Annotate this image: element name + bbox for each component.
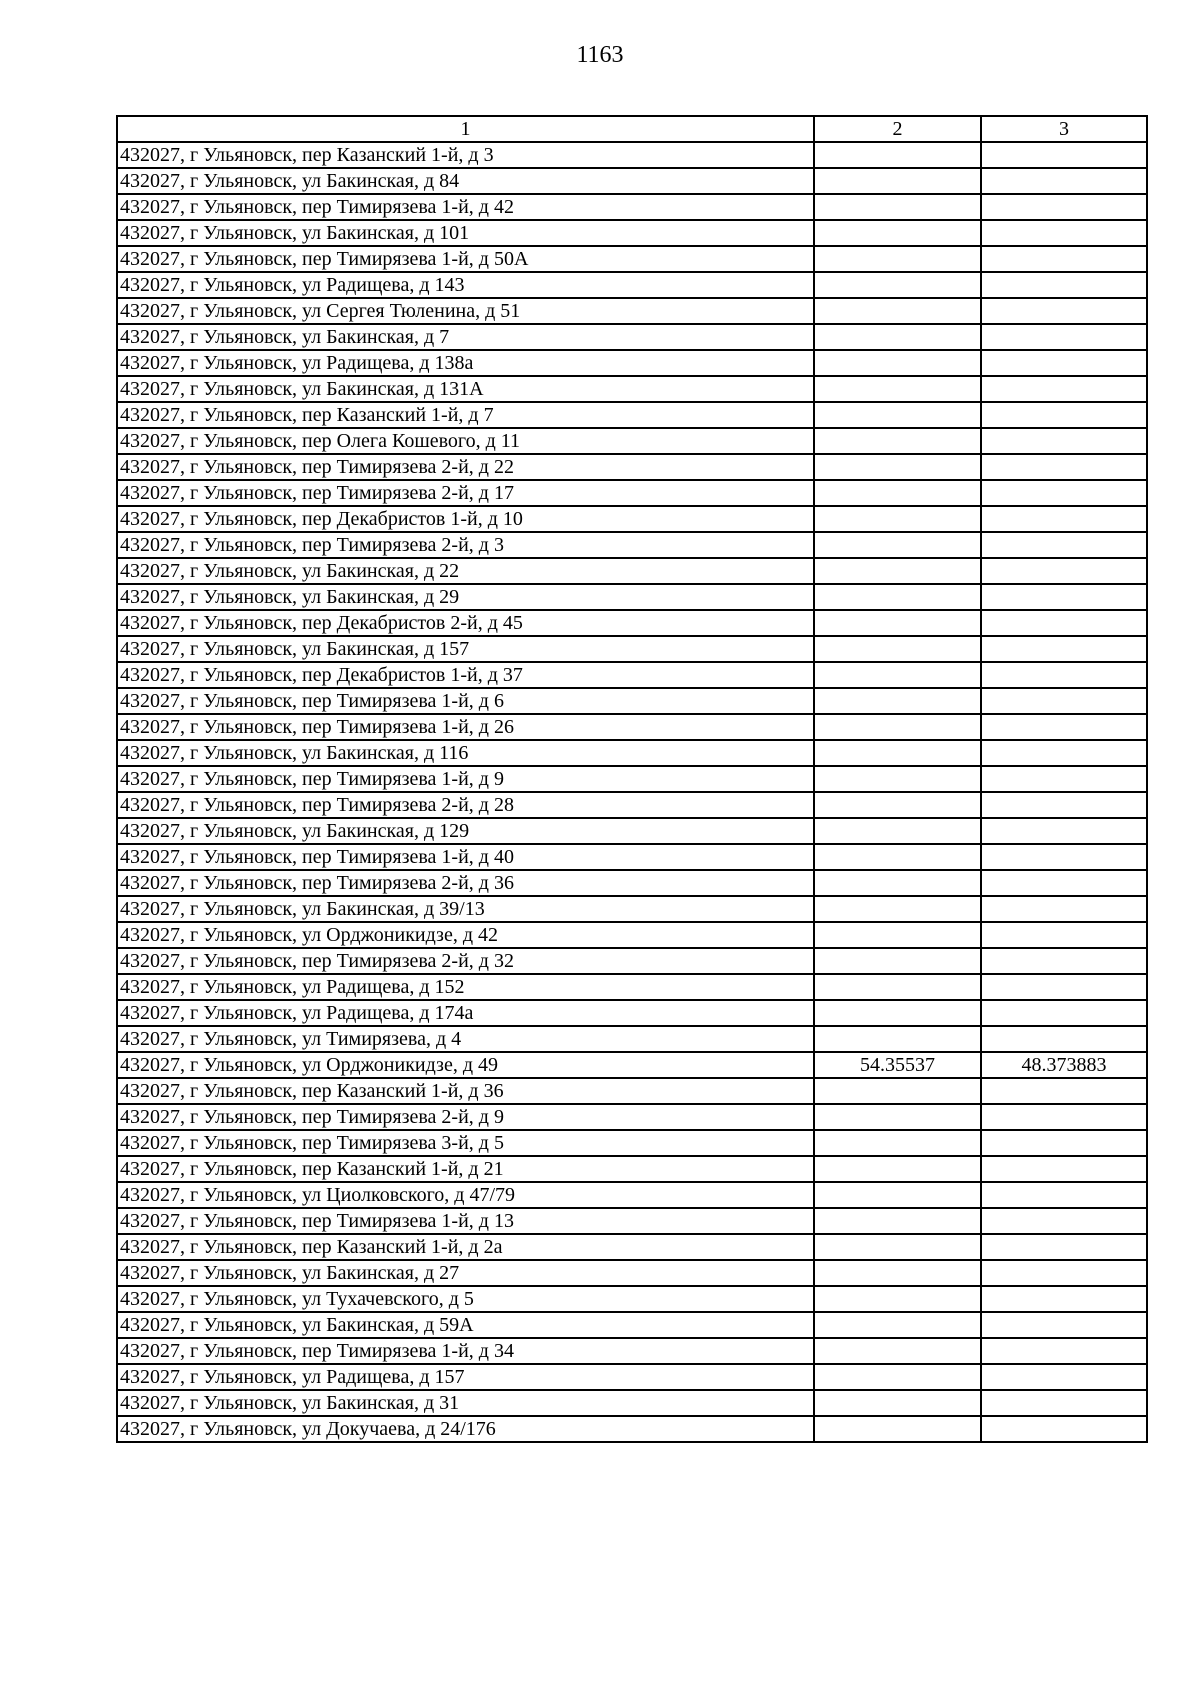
address-cell: 432027, г Ульяновск, ул Радищева, д 157: [117, 1364, 814, 1390]
col2-cell: [814, 584, 981, 610]
col2-cell: [814, 402, 981, 428]
address-cell: 432027, г Ульяновск, пер Декабристов 2-й, д 45: [117, 610, 814, 636]
col2-cell: [814, 428, 981, 454]
col2-cell: [814, 142, 981, 168]
col2-cell: [814, 1286, 981, 1312]
col3-cell: [981, 532, 1147, 558]
table-row: [117, 220, 1147, 246]
col3-cell: [981, 168, 1147, 194]
col3-cell: [981, 246, 1147, 272]
col3-cell: [981, 454, 1147, 480]
table-row: [117, 740, 1147, 766]
col2-cell: [814, 220, 981, 246]
col3-cell: [981, 1416, 1147, 1442]
address-cell: 432027, г Ульяновск, пер Тимирязева 2-й, д 3: [117, 532, 814, 558]
col3-cell: [981, 922, 1147, 948]
col3-cell: [981, 766, 1147, 792]
table-row: [117, 532, 1147, 558]
col3-cell: [981, 1182, 1147, 1208]
address-cell: 432027, г Ульяновск, ул Бакинская, д 29: [117, 584, 814, 610]
table-row: [117, 1052, 1147, 1078]
address-cell: 432027, г Ульяновск, пер Казанский 1-й, д 21: [117, 1156, 814, 1182]
col2-cell: 54.35537: [814, 1052, 981, 1078]
table-row: [117, 324, 1147, 350]
table-row: [117, 142, 1147, 168]
address-cell: 432027, г Ульяновск, пер Казанский 1-й, д 7: [117, 402, 814, 428]
table-header: [117, 116, 1147, 142]
col2-cell: [814, 1104, 981, 1130]
address-cell: 432027, г Ульяновск, ул Радищева, д 143: [117, 272, 814, 298]
col2-cell: [814, 766, 981, 792]
address-cell: 432027, г Ульяновск, пер Тимирязева 1-й, д 40: [117, 844, 814, 870]
col2-cell: [814, 350, 981, 376]
address-cell: 432027, г Ульяновск, ул Бакинская, д 116: [117, 740, 814, 766]
table-row: [117, 1286, 1147, 1312]
table-row: [117, 402, 1147, 428]
col3-cell: [981, 1130, 1147, 1156]
col2-cell: [814, 532, 981, 558]
col3-cell: [981, 1364, 1147, 1390]
address-cell: 432027, г Ульяновск, ул Радищева, д 174а: [117, 1000, 814, 1026]
table-row: [117, 506, 1147, 532]
address-cell: 432027, г Ульяновск, пер Тимирязева 2-й, д 32: [117, 948, 814, 974]
col3-cell: [981, 1312, 1147, 1338]
table-body: [117, 142, 1147, 1442]
table-row: [117, 558, 1147, 584]
table-row: [117, 1156, 1147, 1182]
col2-cell: [814, 1234, 981, 1260]
col2-cell: [814, 974, 981, 1000]
col3-cell: [981, 844, 1147, 870]
address-cell: 432027, г Ульяновск, пер Тимирязева 1-й, д 13: [117, 1208, 814, 1234]
col2-cell: [814, 740, 981, 766]
address-cell: 432027, г Ульяновск, ул Бакинская, д 59А: [117, 1312, 814, 1338]
col3-cell: [981, 714, 1147, 740]
col2-cell: [814, 1026, 981, 1052]
col2-cell: [814, 948, 981, 974]
table-row: [117, 896, 1147, 922]
table-row: [117, 1182, 1147, 1208]
col2-cell: [814, 896, 981, 922]
col3-cell: [981, 584, 1147, 610]
table-row: [117, 1104, 1147, 1130]
address-cell: 432027, г Ульяновск, пер Тимирязева 2-й, д 28: [117, 792, 814, 818]
address-cell: 432027, г Ульяновск, ул Бакинская, д 131А: [117, 376, 814, 402]
col3-cell: [981, 1208, 1147, 1234]
col3-cell: [981, 480, 1147, 506]
table-row: [117, 350, 1147, 376]
col2-cell: [814, 1390, 981, 1416]
col3-cell: [981, 558, 1147, 584]
col2-cell: [814, 1338, 981, 1364]
address-cell: 432027, г Ульяновск, пер Тимирязева 1-й, д 9: [117, 766, 814, 792]
table-row: [117, 844, 1147, 870]
table-row: [117, 480, 1147, 506]
header-col-3: 3: [981, 116, 1147, 142]
address-cell: 432027, г Ульяновск, пер Тимирязева 1-й, д 34: [117, 1338, 814, 1364]
table-row: [117, 1208, 1147, 1234]
col3-cell: [981, 688, 1147, 714]
col2-cell: [814, 298, 981, 324]
col3-cell: [981, 1156, 1147, 1182]
col2-cell: [814, 558, 981, 584]
col2-cell: [814, 870, 981, 896]
address-cell: 432027, г Ульяновск, ул Циолковского, д 47/79: [117, 1182, 814, 1208]
table-row: [117, 1000, 1147, 1026]
address-cell: 432027, г Ульяновск, ул Бакинская, д 7: [117, 324, 814, 350]
address-cell: 432027, г Ульяновск, ул Бакинская, д 22: [117, 558, 814, 584]
col3-cell: [981, 350, 1147, 376]
table-row: [117, 298, 1147, 324]
address-cell: 432027, г Ульяновск, пер Тимирязева 2-й, д 9: [117, 1104, 814, 1130]
col3-cell: [981, 402, 1147, 428]
col3-cell: [981, 428, 1147, 454]
col3-cell: [981, 1338, 1147, 1364]
col2-cell: [814, 922, 981, 948]
col3-cell: [981, 662, 1147, 688]
col3-cell: [981, 272, 1147, 298]
col3-cell: [981, 194, 1147, 220]
address-cell: 432027, г Ульяновск, ул Бакинская, д 129: [117, 818, 814, 844]
col2-cell: [814, 1364, 981, 1390]
table-row: [117, 1234, 1147, 1260]
col3-cell: [981, 792, 1147, 818]
col3-cell: [981, 636, 1147, 662]
table-row: [117, 610, 1147, 636]
col2-cell: [814, 324, 981, 350]
table-row: [117, 974, 1147, 1000]
col3-cell: [981, 324, 1147, 350]
col3-cell: [981, 1000, 1147, 1026]
table-row: [117, 636, 1147, 662]
address-cell: 432027, г Ульяновск, ул Тухачевского, д 5: [117, 1286, 814, 1312]
table-row: [117, 766, 1147, 792]
address-cell: 432027, г Ульяновск, пер Казанский 1-й, д 3: [117, 142, 814, 168]
col3-cell: [981, 1234, 1147, 1260]
address-cell: 432027, г Ульяновск, ул Докучаева, д 24/176: [117, 1416, 814, 1442]
col2-cell: [814, 662, 981, 688]
col3-cell: [981, 1104, 1147, 1130]
address-cell: 432027, г Ульяновск, ул Бакинская, д 31: [117, 1390, 814, 1416]
col3-cell: [981, 974, 1147, 1000]
col2-cell: [814, 610, 981, 636]
address-cell: 432027, г Ульяновск, ул Бакинская, д 101: [117, 220, 814, 246]
address-cell: 432027, г Ульяновск, ул Орджоникидзе, д 49: [117, 1052, 814, 1078]
table-row: [117, 194, 1147, 220]
table-row: [117, 792, 1147, 818]
col3-cell: [981, 610, 1147, 636]
table-row: [117, 584, 1147, 610]
address-cell: 432027, г Ульяновск, пер Тимирязева 1-й, д 50А: [117, 246, 814, 272]
col2-cell: [814, 818, 981, 844]
address-cell: 432027, г Ульяновск, пер Декабристов 1-й, д 10: [117, 506, 814, 532]
address-cell: 432027, г Ульяновск, ул Орджоникидзе, д 42: [117, 922, 814, 948]
address-cell: 432027, г Ульяновск, пер Казанский 1-й, д 36: [117, 1078, 814, 1104]
col2-cell: [814, 1182, 981, 1208]
col2-cell: [814, 688, 981, 714]
address-cell: 432027, г Ульяновск, ул Бакинская, д 27: [117, 1260, 814, 1286]
address-cell: 432027, г Ульяновск, пер Олега Кошевого, д 11: [117, 428, 814, 454]
col3-cell: [981, 1390, 1147, 1416]
col3-cell: [981, 1078, 1147, 1104]
col2-cell: [814, 714, 981, 740]
col2-cell: [814, 1416, 981, 1442]
col2-cell: [814, 792, 981, 818]
col2-cell: [814, 454, 981, 480]
address-cell: 432027, г Ульяновск, пер Тимирязева 2-й, д 22: [117, 454, 814, 480]
col2-cell: [814, 376, 981, 402]
col2-cell: [814, 1260, 981, 1286]
table-row: [117, 662, 1147, 688]
col2-cell: [814, 1208, 981, 1234]
col3-cell: [981, 740, 1147, 766]
col3-cell: [981, 1286, 1147, 1312]
col3-cell: [981, 298, 1147, 324]
col2-cell: [814, 480, 981, 506]
address-cell: 432027, г Ульяновск, пер Тимирязева 1-й, д 6: [117, 688, 814, 714]
table-row: [117, 1312, 1147, 1338]
col3-cell: 48.373883: [981, 1052, 1147, 1078]
table-row: [117, 428, 1147, 454]
col3-cell: [981, 506, 1147, 532]
col2-cell: [814, 1312, 981, 1338]
table-row: [117, 454, 1147, 480]
col3-cell: [981, 948, 1147, 974]
col2-cell: [814, 506, 981, 532]
table-row: [117, 1416, 1147, 1442]
table-row: [117, 1260, 1147, 1286]
table-row: [117, 1078, 1147, 1104]
page-number: 1163: [576, 42, 624, 68]
table-row: [117, 272, 1147, 298]
address-cell: 432027, г Ульяновск, ул Тимирязева, д 4: [117, 1026, 814, 1052]
col2-cell: [814, 844, 981, 870]
table-row: [117, 714, 1147, 740]
address-cell: 432027, г Ульяновск, ул Бакинская, д 84: [117, 168, 814, 194]
table-row: [117, 168, 1147, 194]
table-row: [117, 1026, 1147, 1052]
col2-cell: [814, 168, 981, 194]
address-cell: 432027, г Ульяновск, ул Радищева, д 138а: [117, 350, 814, 376]
col3-cell: [981, 1260, 1147, 1286]
table-row: [117, 1338, 1147, 1364]
address-table: [116, 115, 1148, 1443]
address-cell: 432027, г Ульяновск, пер Тимирязева 3-й, д 5: [117, 1130, 814, 1156]
col2-cell: [814, 636, 981, 662]
address-cell: 432027, г Ульяновск, пер Тимирязева 1-й, д 42: [117, 194, 814, 220]
address-cell: 432027, г Ульяновск, пер Тимирязева 1-й, д 26: [117, 714, 814, 740]
address-cell: 432027, г Ульяновск, пер Тимирязева 2-й, д 36: [117, 870, 814, 896]
col2-cell: [814, 1000, 981, 1026]
address-cell: 432027, г Ульяновск, пер Декабристов 1-й, д 37: [117, 662, 814, 688]
table-row: [117, 948, 1147, 974]
table-row: [117, 246, 1147, 272]
table-row: [117, 688, 1147, 714]
col2-cell: [814, 246, 981, 272]
table-row: [117, 922, 1147, 948]
col2-cell: [814, 272, 981, 298]
col3-cell: [981, 870, 1147, 896]
table-row: [117, 870, 1147, 896]
col2-cell: [814, 1156, 981, 1182]
table-row: [117, 376, 1147, 402]
col3-cell: [981, 220, 1147, 246]
address-cell: 432027, г Ульяновск, ул Радищева, д 152: [117, 974, 814, 1000]
col3-cell: [981, 1026, 1147, 1052]
address-cell: 432027, г Ульяновск, пер Тимирязева 2-й, д 17: [117, 480, 814, 506]
table-row: [117, 1364, 1147, 1390]
address-cell: 432027, г Ульяновск, ул Сергея Тюленина, д 51: [117, 298, 814, 324]
table-row: [117, 1130, 1147, 1156]
col2-cell: [814, 1130, 981, 1156]
address-cell: 432027, г Ульяновск, ул Бакинская, д 39/13: [117, 896, 814, 922]
col3-cell: [981, 142, 1147, 168]
address-cell: 432027, г Ульяновск, пер Казанский 1-й, д 2а: [117, 1234, 814, 1260]
col3-cell: [981, 376, 1147, 402]
table-row: [117, 818, 1147, 844]
col2-cell: [814, 194, 981, 220]
col2-cell: [814, 1078, 981, 1104]
table-row: [117, 1390, 1147, 1416]
header-col-1: 1: [117, 116, 814, 142]
header-row: [117, 116, 1147, 142]
col3-cell: [981, 818, 1147, 844]
header-col-2: 2: [814, 116, 981, 142]
address-cell: 432027, г Ульяновск, ул Бакинская, д 157: [117, 636, 814, 662]
col3-cell: [981, 896, 1147, 922]
